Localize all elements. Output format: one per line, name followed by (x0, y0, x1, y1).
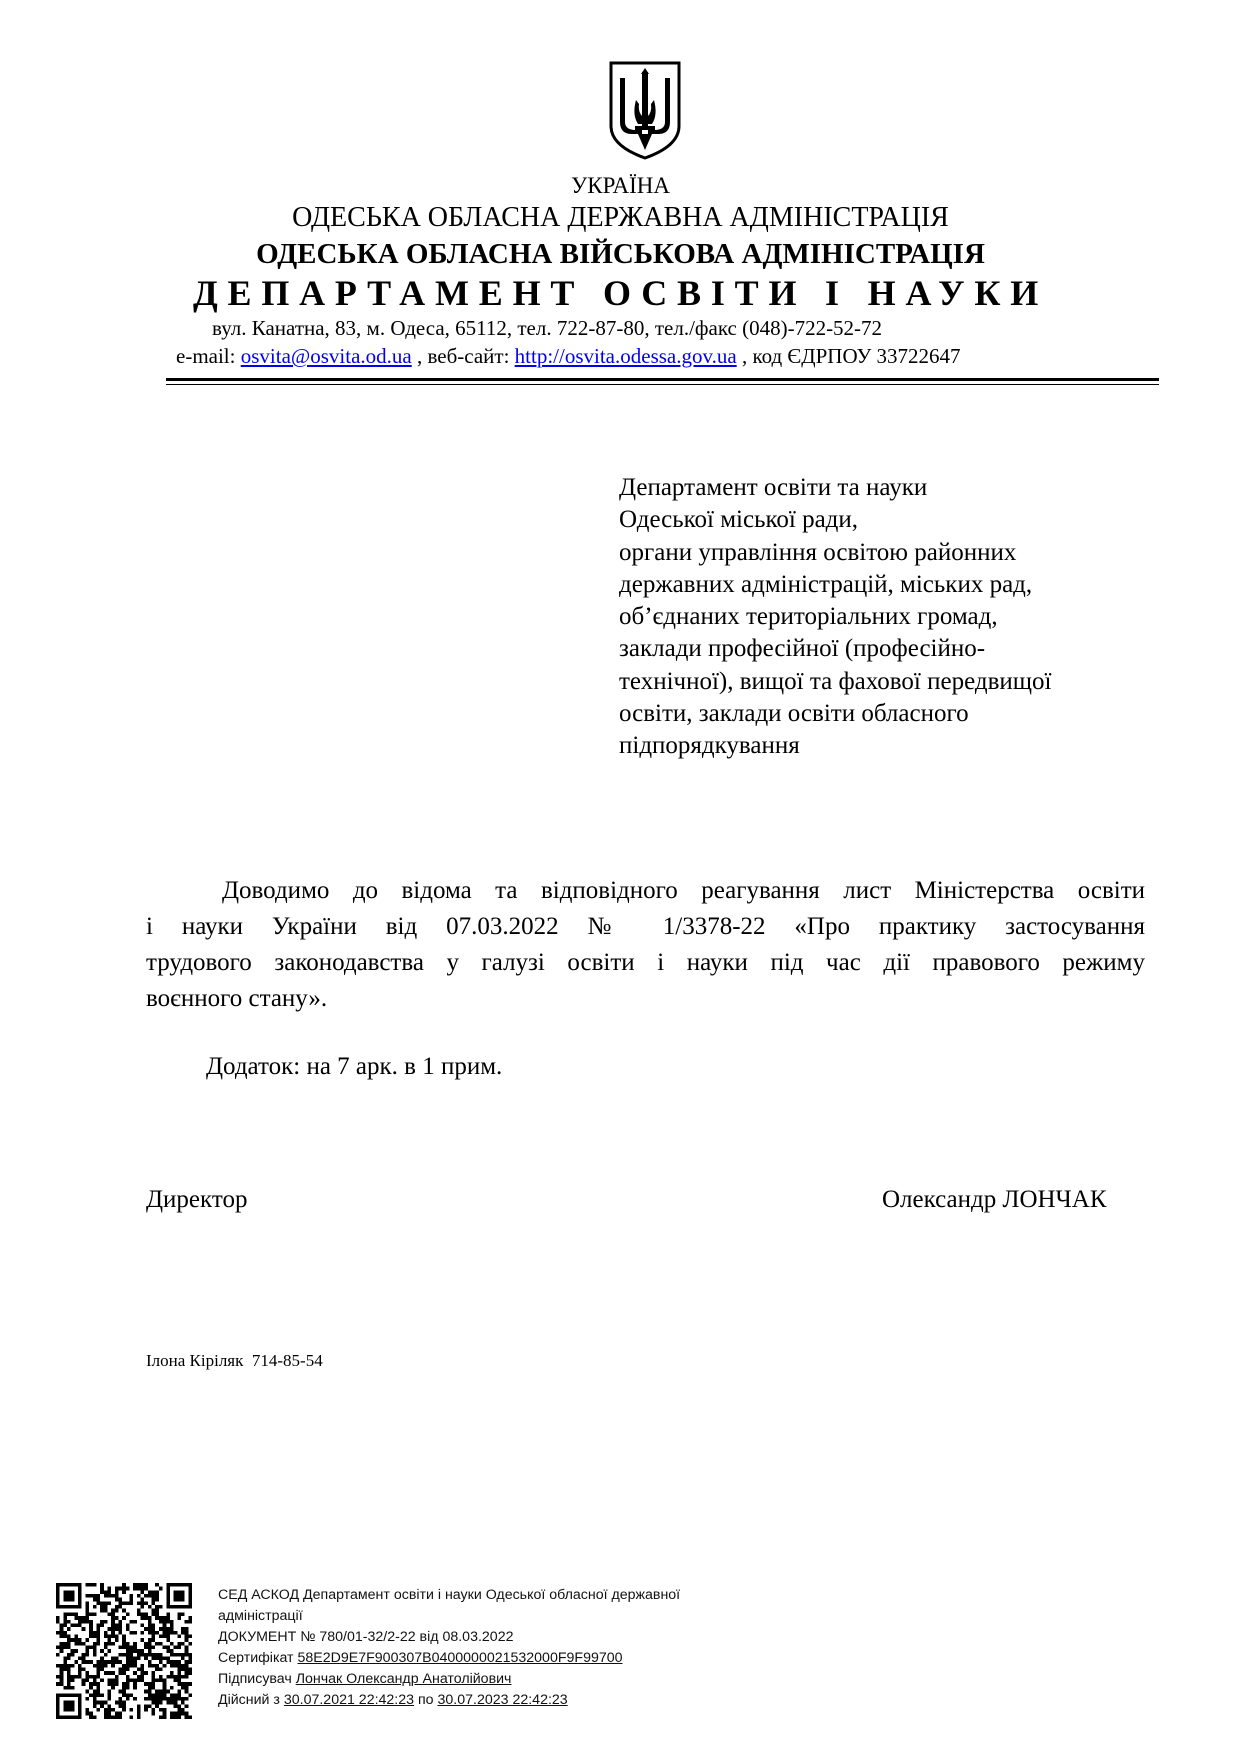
coat-of-arms-icon (608, 60, 682, 160)
letter-body (146, 873, 1145, 1017)
body-line: і науки України від 07.03.2022 № 1/3378-22 «Про практику застосування (146, 913, 1145, 940)
military-administration-name: ОДЕСЬКА ОБЛАСНА ВІЙСЬКОВА АДМІНІСТРАЦІЯ (256, 238, 985, 270)
recipient-line: органи управління освітою районних (619, 538, 1017, 566)
recipient-line: технічної), вищої та фахової передвищої (619, 667, 1052, 695)
certificate-label: Сертифікат (218, 1650, 298, 1666)
edoc-document-number: ДОКУМЕНТ № 780/01-32/2-22 від 08.03.2022 (218, 1629, 514, 1645)
header-divider-thin (166, 384, 1159, 385)
edoc-system-line: СЕД АСКОД Департамент освіти і науки Одеської обласної державної (218, 1587, 681, 1603)
website-label: , веб-сайт: (411, 344, 515, 368)
signatory-title: Директор (146, 1186, 248, 1213)
recipient-line: Департамент освіти та науки (619, 474, 928, 501)
edoc-system-line-cont: адміністрації (218, 1608, 303, 1624)
valid-from: 30.07.2021 22:42:23 (283, 1692, 415, 1708)
recipients-block (619, 472, 1139, 763)
qr-code-icon (56, 1583, 192, 1719)
recipient-line: освіти, заклади освіти обласного (619, 700, 969, 728)
email-link[interactable]: osvita@osvita.od.ua (240, 344, 412, 368)
department-name: ДЕПАРТАМЕНТ ОСВІТИ І НАУКИ (192, 273, 1049, 313)
recipient-line: Одеської міської ради, (619, 506, 859, 534)
valid-label: Дійсний з (218, 1692, 284, 1708)
contacts-line (176, 343, 961, 369)
executor-contact: Ілона Кіріляк 714-85-54 (146, 1351, 323, 1370)
header-divider-thick (166, 378, 1159, 381)
email-label: e-mail: (176, 344, 241, 368)
country-name: УКРАЇНА (571, 173, 670, 198)
recipient-line: заклади професійної (професійно- (619, 635, 986, 663)
edoc-signer (218, 1669, 738, 1690)
state-administration-name: ОДЕСЬКА ОБЛАСНА ДЕРЖАВНА АДМІНІСТРАЦІЯ (292, 202, 949, 233)
address-line: вул. Канатна, 83, м. Одеса, 65112, тел. 722-87-80, тел./факс (048)-722-52-72 (212, 316, 883, 340)
body-line: трудового законодавства у галузі освіти і науки під час дії правового режиму (146, 949, 1145, 976)
qr-modules (56, 1583, 192, 1719)
valid-mid: по (414, 1692, 438, 1708)
edrpou-code: , код ЄДРПОУ 33722647 (736, 344, 961, 368)
signatory-name: Олександр ЛОНЧАК (882, 1186, 1107, 1213)
valid-to: 30.07.2023 22:42:23 (437, 1692, 568, 1708)
body-line: Доводимо до відома та відповідного реагування лист Міністерства освіти (222, 877, 1145, 904)
certificate-value: 58E2D9E7F900307B0400000021532000F9F99700 (297, 1650, 623, 1666)
recipient-line: підпорядкування (619, 732, 800, 760)
signer-value: Лончак Олександр Анатолійович (295, 1671, 512, 1687)
signer-label: Підписувач (218, 1671, 296, 1687)
recipient-line: об’єднаних територіальних громад, (619, 603, 998, 631)
attachment-note: Додаток: на 7 арк. в 1 прим. (206, 1053, 503, 1080)
body-line: воєнного стану». (146, 985, 328, 1012)
e-signature-block (218, 1585, 738, 1711)
edoc-certificate (218, 1648, 738, 1669)
recipient-line: державних адміністрацій, міських рад, (619, 570, 1033, 598)
edoc-validity (218, 1690, 738, 1711)
website-link[interactable]: http://osvita.odessa.gov.ua (514, 344, 737, 368)
